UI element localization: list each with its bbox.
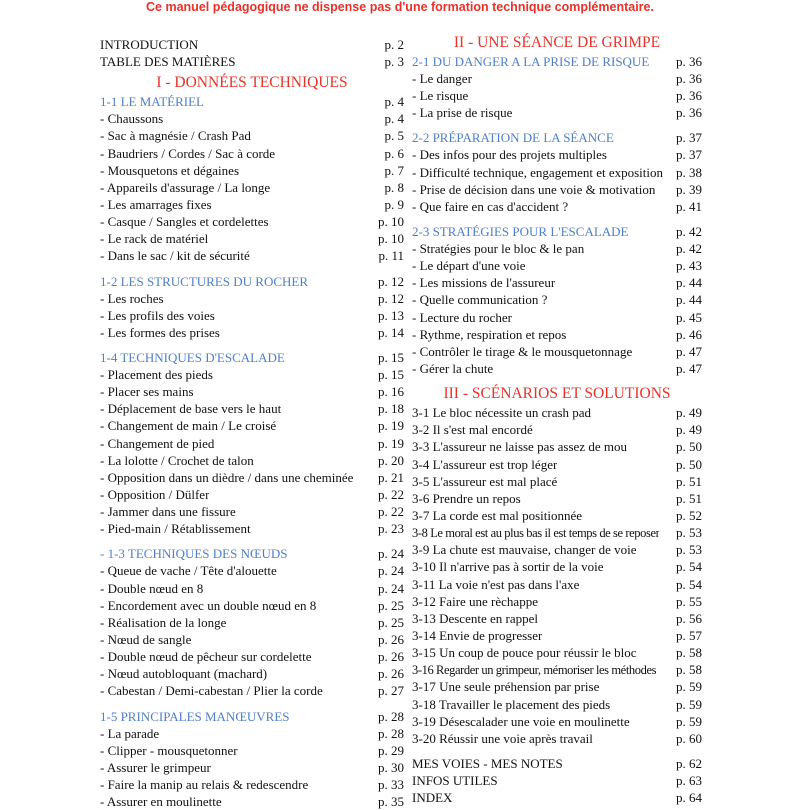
toc-entry-title: 3-10 Il n'arrive pas à sortir de la voie — [412, 559, 604, 575]
toc-entry[interactable] — [100, 110, 404, 127]
toc-entry-title: - Gérer la chute — [412, 360, 494, 376]
toc-entry[interactable] — [100, 759, 404, 776]
toc-page-number: p. 45 — [676, 309, 702, 325]
toc-page-number: p. 58 — [676, 662, 702, 678]
toc-entry-bottom[interactable] — [412, 789, 702, 806]
toc-page-number: p. 20 — [378, 452, 404, 468]
toc-entry[interactable] — [100, 562, 404, 579]
toc-entry-title: - Chaussons — [100, 111, 164, 127]
toc-entry[interactable] — [412, 360, 702, 377]
toc-entry-title: - Pied-main / Rétablissement — [100, 521, 251, 537]
toc-page-number: p. 14 — [378, 324, 404, 340]
toc-entry-title: - La lolotte / Crochet de talon — [100, 452, 254, 468]
toc-page-number: p. 13 — [378, 307, 404, 323]
part-title: III - SCÉNARIOS ET SOLUTIONS — [443, 385, 671, 403]
toc-entry-title: - Opposition dans un dièdre / dans une cheminée — [100, 469, 354, 485]
toc-entry[interactable] — [100, 366, 404, 383]
toc-page-number: p. 39 — [676, 181, 702, 197]
toc-entry-title: TABLE DES MATIÈRES — [100, 54, 236, 70]
toc-page-number: p. 5 — [384, 128, 404, 144]
toc-entry-top[interactable] — [100, 53, 404, 70]
toc-page-number: p. 4 — [384, 111, 404, 127]
scenario-entry[interactable] — [412, 661, 702, 678]
toc-entry-title: - Déplacement de base vers le haut — [100, 401, 282, 417]
toc-entry-title: - Des infos pour des projets multiples — [412, 147, 607, 163]
toc-page-number: p. 6 — [384, 145, 404, 161]
toc-page-number: p. 53 — [676, 542, 702, 558]
toc-page-number: p. 18 — [378, 401, 404, 417]
toc-page-number: p. 51 — [676, 473, 702, 489]
toc-entry-title: - Stratégies pour le bloc & le pan — [412, 240, 585, 256]
toc-entry[interactable] — [412, 198, 702, 215]
toc-entry[interactable] — [412, 146, 702, 163]
toc-entry-bottom[interactable] — [412, 772, 702, 789]
toc-page-number: p. 15 — [378, 349, 404, 365]
toc-entry[interactable] — [100, 247, 404, 264]
toc-entry-title: - Mousquetons et dégaines — [100, 162, 240, 178]
part-title: II - UNE SÉANCE DE GRIMPE — [453, 34, 661, 51]
toc-page-number: p. 24 — [378, 546, 404, 562]
toc-entry-title: - Prise de décision dans une voie & motivation — [412, 181, 656, 197]
toc-entry[interactable] — [412, 257, 702, 274]
toc-entry[interactable] — [100, 682, 404, 699]
toc-page-number: p. 44 — [676, 292, 702, 308]
toc-entry-title: - Changement de pied — [100, 435, 215, 451]
toc-entry-title: - Nœud de sangle — [100, 631, 192, 647]
toc-page-number: p. 24 — [378, 563, 404, 579]
toc-page-number: p. 22 — [378, 486, 404, 502]
toc-page-number: p. 47 — [676, 360, 702, 376]
section-title: 2-1 DU DANGER A LA PRISE DE RISQUE — [412, 54, 650, 69]
toc-entry-title: - Faire la manip au relais & redescendre — [100, 776, 309, 792]
section-heading[interactable] — [100, 273, 404, 290]
toc-page-number: p. 59 — [676, 713, 702, 729]
section-heading[interactable] — [412, 129, 702, 146]
section-title: 1-2 LES STRUCTURES DU ROCHER — [100, 273, 309, 289]
toc-entry[interactable] — [100, 614, 404, 631]
toc-entry-title: - Placer ses mains — [100, 384, 194, 400]
scenario-entry[interactable] — [412, 593, 702, 610]
toc-entry-title: - Changement de main / Le croisé — [100, 418, 277, 434]
toc-entry[interactable] — [100, 145, 404, 162]
section-heading[interactable] — [100, 93, 404, 110]
toc-entry[interactable] — [412, 164, 702, 181]
toc-entry[interactable] — [412, 291, 702, 308]
section-title: 2-3 STRATÉGIES POUR L'ESCALADE — [412, 223, 629, 239]
toc-entry-title: - Encordement avec un double nœud en 8 — [100, 597, 317, 613]
toc-entry-title: 3-9 La chute est mauvaise, changer de voie — [412, 542, 637, 558]
toc-entry-title: 3-6 Prendre un repos — [412, 490, 521, 506]
toc-entry[interactable] — [412, 87, 702, 104]
toc-page-number: p. 37 — [676, 130, 702, 146]
toc-page-number: p. 26 — [378, 666, 404, 682]
toc-entry-title: - Clipper - mousquetonner — [100, 742, 238, 758]
toc-entry-title: 3-14 Envie de progresser — [412, 627, 543, 643]
toc-page-number: p. 21 — [378, 469, 404, 485]
section-title: 1-1 LE MATÉRIEL — [100, 94, 204, 110]
toc-entry[interactable] — [412, 274, 702, 291]
toc-entry[interactable] — [100, 597, 404, 614]
toc-entry-title: - Le risque — [412, 88, 469, 104]
toc-page-number: p. 42 — [676, 240, 702, 256]
toc-entry-title: - Cabestan / Demi-cabestan / Plier la corde — [100, 683, 323, 699]
toc-entry[interactable] — [100, 742, 404, 759]
toc-entry-title: - Les profils des voies — [100, 307, 215, 323]
toc-page-number: p. 47 — [676, 343, 702, 359]
scenario-entry[interactable] — [412, 404, 702, 421]
toc-page-number: p. 26 — [378, 649, 404, 665]
toc-page-number: p. 16 — [378, 384, 404, 400]
toc-page-number: p. 9 — [384, 196, 404, 212]
toc-page-number: p. 53 — [676, 525, 702, 541]
toc-page-number: p. 22 — [378, 504, 404, 520]
toc-page-number: p. 10 — [378, 231, 404, 247]
toc-entry-title: - Lecture du rocher — [412, 309, 512, 325]
section-heading[interactable] — [100, 545, 404, 562]
toc-entry-title: - Placement des pieds — [100, 366, 213, 382]
scenario-entry[interactable] — [412, 644, 702, 661]
scenario-entry[interactable] — [412, 558, 702, 575]
toc-entry[interactable] — [100, 127, 404, 144]
toc-page-number: p. 41 — [676, 198, 702, 214]
part-title: I - DONNÉES TECHNIQUES — [156, 74, 348, 92]
toc-entry[interactable] — [100, 383, 404, 400]
toc-page-number: p. 19 — [378, 418, 404, 434]
scenario-entry[interactable] — [412, 456, 702, 473]
toc-page-number: p. 27 — [378, 683, 404, 699]
toc-entry[interactable] — [100, 417, 404, 434]
scenario-entry[interactable] — [412, 524, 702, 541]
toc-entry-title: - Que faire en cas d'accident ? — [412, 198, 569, 214]
toc-entry[interactable] — [100, 162, 404, 179]
toc-entry[interactable] — [100, 580, 404, 597]
toc-entry-title: 3-17 Une seule préhension par prise — [412, 679, 600, 695]
toc-page-number: p. 42 — [676, 223, 702, 239]
toc-entry[interactable] — [100, 793, 404, 810]
toc-page-number: p. 36 — [676, 88, 702, 104]
toc-page-number: p. 3 — [384, 54, 404, 70]
toc-page-number: p. 49 — [676, 405, 702, 421]
toc-page-number: p. 37 — [676, 147, 702, 163]
scenario-entry[interactable] — [412, 730, 702, 747]
toc-entry-title: 3-16 Regarder un grimpeur, mémoriser les méthodes — [412, 663, 657, 678]
toc-page-number: p. 10 — [378, 214, 404, 230]
toc-entry-title: - Assurer en moulinette — [100, 794, 222, 810]
toc-entry-title: 3-20 Réussir une voie après travail — [412, 730, 593, 746]
scenario-entry[interactable] — [412, 473, 702, 490]
toc-entry-title: - Casque / Sangles et cordelettes — [100, 214, 269, 230]
toc-page-number: p. 63 — [676, 773, 702, 789]
toc-entry-title: 3-12 Faire une rèchappe — [412, 593, 538, 609]
toc-entry[interactable] — [100, 725, 404, 742]
section-heading[interactable] — [412, 53, 702, 70]
toc-entry-bottom[interactable] — [412, 755, 702, 772]
toc-entry[interactable] — [100, 213, 404, 230]
toc-entry-title: 3-13 Descente en rappel — [412, 610, 538, 626]
toc-entry-title: - Assurer le grimpeur — [100, 759, 211, 775]
toc-entry-title: - Le départ d'une voie — [412, 258, 526, 274]
toc-page-number: p. 35 — [378, 794, 404, 810]
disclaimer-banner: Ce manuel pédagogique ne dispense pas d'une formation technique complémentaire. — [146, 0, 654, 14]
toc-page-number: p. 57 — [676, 627, 702, 643]
toc-entry-title: INFOS UTILES — [412, 773, 498, 789]
toc-entry-title: - Double nœud de pêcheur sur cordelette — [100, 649, 312, 665]
toc-entry[interactable] — [100, 503, 404, 520]
toc-entry-top[interactable] — [100, 36, 404, 53]
toc-entry-title: 3-2 Il s'est mal encordé — [412, 422, 533, 438]
toc-page-number: p. 52 — [676, 507, 702, 523]
toc-page-number: p. 19 — [378, 435, 404, 451]
toc-page-number: p. 25 — [378, 597, 404, 613]
toc-entry-title: - Appareils d'assurage / La longe — [100, 179, 271, 195]
scenario-entry[interactable] — [412, 438, 702, 455]
toc-entry[interactable] — [100, 776, 404, 793]
toc-entry-title: - Réalisation de la longe — [100, 614, 227, 630]
toc-entry-title: INDEX — [412, 790, 453, 806]
scenario-entry[interactable] — [412, 576, 702, 593]
toc-entry-title: 3-11 La voie n'est pas dans l'axe — [412, 576, 580, 592]
toc-page-number: p. 54 — [676, 576, 702, 592]
section-title: 2-2 PRÉPARATION DE LA SÉANCE — [412, 130, 614, 146]
toc-page-number: p. 36 — [676, 105, 702, 121]
toc-page-number: p. 7 — [384, 162, 404, 178]
toc-entry[interactable] — [100, 435, 404, 452]
toc-entry[interactable] — [100, 631, 404, 648]
toc-page-number: p. 62 — [676, 755, 702, 771]
toc-entry[interactable] — [412, 181, 702, 198]
toc-page-number: p. 56 — [676, 610, 702, 626]
toc-page-number: p. 26 — [378, 631, 404, 647]
toc-page-number: p. 58 — [676, 645, 702, 661]
toc-entry-title: - Les missions de l'assureur — [412, 275, 556, 291]
toc-page-number: p. 8 — [384, 179, 404, 195]
scenario-entry[interactable] — [412, 421, 702, 438]
toc-entry-title: - Opposition / Dülfer — [100, 486, 210, 502]
toc-page-number: p. 25 — [378, 614, 404, 630]
toc-left-column — [100, 36, 404, 810]
toc-entry[interactable] — [100, 179, 404, 196]
toc-page-number: p. 12 — [378, 273, 404, 289]
toc-entry[interactable] — [100, 469, 404, 486]
toc-entry-title: - Les formes des prises — [100, 324, 220, 340]
toc-entry-title: 3-4 L'assureur est trop léger — [412, 456, 558, 472]
toc-entry[interactable] — [412, 309, 702, 326]
toc-entry-title: - Quelle communication ? — [412, 292, 548, 308]
toc-entry-title: - Le danger — [412, 71, 472, 86]
toc-entry-title: - Difficulté technique, engagement et exposition — [412, 164, 664, 180]
toc-entry-title: - Les amarrages fixes — [100, 196, 212, 212]
toc-page-number: p. 24 — [378, 580, 404, 596]
section-title: - 1-3 TECHNIQUES DES NŒUDS — [100, 546, 288, 562]
toc-entry-title: - Double nœud en 8 — [100, 580, 204, 596]
toc-entry[interactable] — [100, 452, 404, 469]
toc-page-number: p. 54 — [676, 559, 702, 575]
scenario-entry[interactable] — [412, 541, 702, 558]
toc-page-number: p. 59 — [676, 696, 702, 712]
section-title: 1-5 PRINCIPALES MANŒUVRES — [100, 708, 290, 724]
toc-entry[interactable] — [100, 230, 404, 247]
toc-entry-title: 3-3 L'assureur ne laisse pas assez de mou — [412, 439, 627, 455]
toc-page-number: p. 33 — [378, 776, 404, 792]
scenario-entry[interactable] — [412, 490, 702, 507]
toc-page-number: p. 29 — [378, 742, 404, 758]
toc-entry[interactable] — [100, 307, 404, 324]
scenario-entry[interactable] — [412, 610, 702, 627]
section-heading[interactable] — [100, 349, 404, 366]
toc-page-number: p. 36 — [676, 71, 702, 86]
toc-entry-title: - Rythme, respiration et repos — [412, 326, 567, 342]
toc-entry-title: 3-19 Désescalader une voie en moulinette — [412, 713, 630, 729]
toc-page-number: p. 60 — [676, 730, 702, 746]
toc-page-number: p. 55 — [676, 593, 702, 609]
section-title: 1-4 TECHNIQUES D'ESCALADE — [100, 349, 285, 365]
toc-entry-title: - Queue de vache / Tête d'alouette — [100, 563, 277, 579]
toc-entry[interactable] — [100, 648, 404, 665]
toc-page-number: p. 50 — [676, 439, 702, 455]
toc-entry[interactable] — [412, 70, 702, 87]
toc-entry[interactable] — [100, 400, 404, 417]
toc-entry-title: 3-15 Un coup de pouce pour réussir le bloc — [412, 645, 637, 661]
toc-page-number: p. 12 — [378, 290, 404, 306]
toc-entry-title: - Les roches — [100, 290, 164, 306]
scenario-entry[interactable] — [412, 507, 702, 524]
toc-entry[interactable] — [100, 196, 404, 213]
section-heading[interactable] — [412, 223, 702, 240]
toc-entry-title: - Baudriers / Cordes / Sac à corde — [100, 145, 276, 161]
toc-page-number: p. 11 — [378, 248, 404, 264]
section-heading[interactable] — [100, 708, 404, 725]
scenario-entry[interactable] — [412, 678, 702, 695]
toc-entry[interactable] — [100, 665, 404, 682]
toc-entry[interactable] — [100, 290, 404, 307]
toc-page-number: p. 43 — [676, 258, 702, 274]
toc-entry[interactable] — [412, 240, 702, 257]
toc-entry-title: - Nœud autobloquant (machard) — [100, 666, 268, 682]
toc-page-number: p. 46 — [676, 326, 702, 342]
scenario-entry[interactable] — [412, 696, 702, 713]
toc-page-number: p. 36 — [676, 54, 702, 69]
toc-page-number: p. 50 — [676, 456, 702, 472]
toc-page-number: p. 23 — [378, 521, 404, 537]
toc-entry-title: 3-1 Le bloc nécessite un crash pad — [412, 405, 592, 421]
toc-right-column — [412, 36, 702, 806]
toc-page-number: p. 49 — [676, 422, 702, 438]
toc-page-number: p. 28 — [378, 725, 404, 741]
toc-entry[interactable] — [412, 326, 702, 343]
toc-page-number: p. 59 — [676, 679, 702, 695]
toc-page-number: p. 30 — [378, 759, 404, 775]
toc-page-number: p. 28 — [378, 708, 404, 724]
toc-entry-title: - Dans le sac / kit de sécurité — [100, 248, 250, 264]
toc-entry-title: MES VOIES - MES NOTES — [412, 755, 563, 771]
toc-page-number: p. 64 — [676, 790, 702, 806]
toc-entry[interactable] — [412, 104, 702, 121]
toc-entry-title: - Le rack de matériel — [100, 231, 209, 247]
toc-entry[interactable] — [412, 343, 702, 360]
toc-page-number: p. 51 — [676, 490, 702, 506]
toc-page-number: p. 4 — [384, 94, 404, 110]
toc-entry-title: 3-8 Le moral est au plus bas il est temps de se reposer — [412, 526, 660, 541]
toc-entry[interactable] — [100, 486, 404, 503]
toc-page-number: p. 2 — [384, 37, 404, 52]
toc-page-number: p. 15 — [378, 366, 404, 382]
toc-entry[interactable] — [100, 324, 404, 341]
toc-entry-title: - La prise de risque — [412, 105, 513, 121]
toc-entry-title: 3-7 La corde est mal positionnée — [412, 507, 583, 523]
toc-page-number: p. 44 — [676, 275, 702, 291]
toc-entry[interactable] — [100, 520, 404, 537]
toc-entry-title: 3-5 L'assureur est mal placé — [412, 473, 558, 489]
toc-entry-title: - La parade — [100, 725, 160, 741]
toc-entry-title: - Sac à magnésie / Crash Pad — [100, 128, 251, 144]
toc-page-number: p. 38 — [676, 164, 702, 180]
toc-entry-title: INTRODUCTION — [100, 37, 199, 52]
scenario-entry[interactable] — [412, 713, 702, 730]
toc-entry-title: - Jammer dans une fissure — [100, 504, 236, 520]
toc-entry-title: - Contrôler le tirage & le mousquetonnage — [412, 343, 633, 359]
toc-entry-title: 3-18 Travailler le placement des pieds — [412, 696, 611, 712]
scenario-entry[interactable] — [412, 627, 702, 644]
